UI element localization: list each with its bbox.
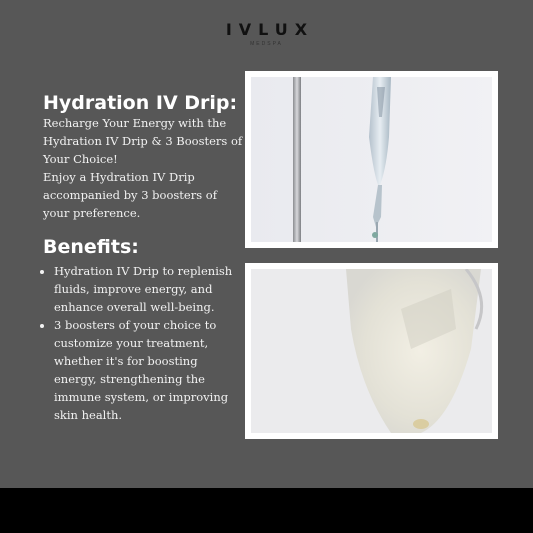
brand-logo: IVLUX bbox=[225, 20, 315, 39]
intro-paragraph-1: Recharge Your Energy with the Hydration IV Drip & 3 Boosters of Your Choice! bbox=[43, 116, 243, 166]
iv-bag-closeup-image bbox=[251, 269, 492, 433]
iv-bag-image bbox=[251, 77, 492, 242]
benefits-list bbox=[43, 262, 243, 424]
benefits-heading: Benefits: bbox=[43, 236, 139, 258]
iv-bag-photo-bottom bbox=[245, 263, 498, 439]
footer-bar bbox=[0, 488, 533, 533]
brand-header bbox=[0, 20, 533, 47]
benefit-item: • 3 boosters of your choice to customize your treatment, whether it's for boosting energy, strengthening the immune system, or improving skin health. bbox=[54, 316, 243, 424]
brand-tagline: MEDSPA bbox=[250, 41, 283, 47]
iv-bag-photo-top bbox=[245, 71, 498, 248]
intro-paragraph-2: Enjoy a Hydration IV Drip accompanied by 3 boosters of your preference. bbox=[43, 170, 217, 220]
content-column bbox=[43, 92, 243, 424]
benefit-item: • Hydration IV Drip to replenish fluids, improve energy, and enhance overall well-being. bbox=[54, 262, 243, 316]
page-title: Hydration IV Drip: bbox=[43, 92, 238, 114]
